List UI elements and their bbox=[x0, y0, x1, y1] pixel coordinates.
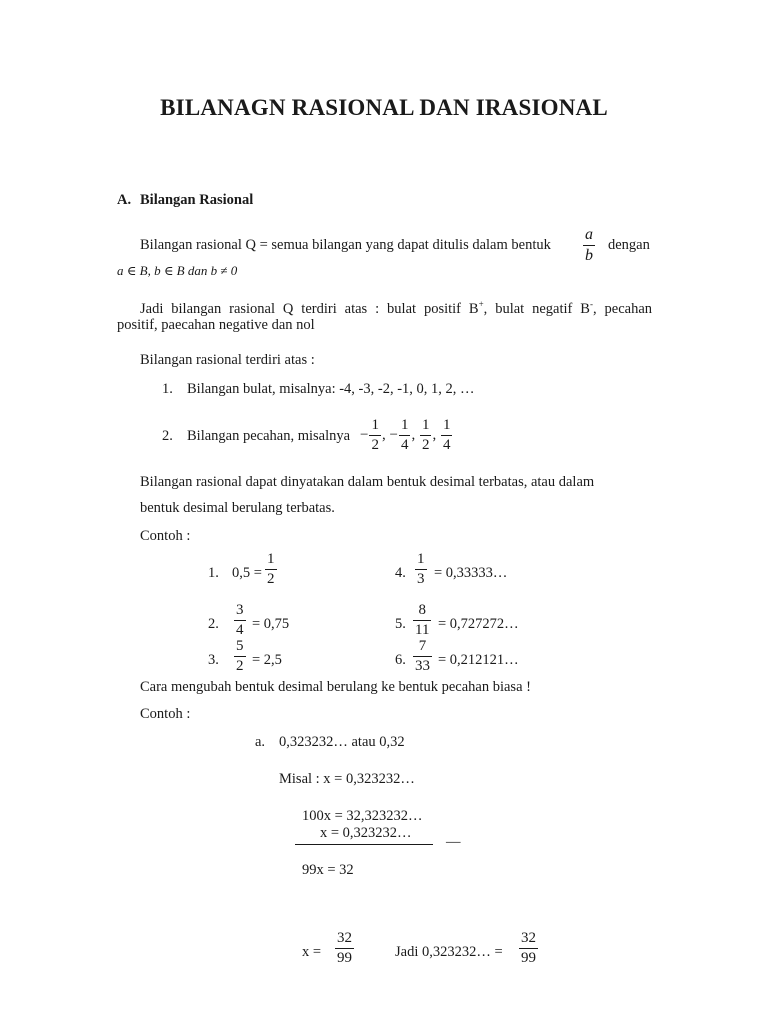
worked-step-2: x = 0,323232… bbox=[320, 825, 412, 841]
definition-condition: a ∈ B, b ∈ B dan b ≠ 0 bbox=[117, 263, 238, 278]
fraction-bar bbox=[335, 948, 354, 949]
example-4-number: 4. bbox=[395, 565, 406, 581]
example-2-fraction bbox=[233, 603, 247, 638]
example-1-number: 1. bbox=[208, 565, 219, 581]
fraction-bar bbox=[413, 620, 431, 621]
example-6-number: 6. bbox=[395, 652, 406, 668]
worked-x-equals: x = bbox=[302, 944, 322, 960]
fraction-denominator: 2 bbox=[236, 658, 244, 674]
section-heading: Bilangan Rasional bbox=[140, 192, 254, 208]
example-1-fraction bbox=[264, 552, 278, 587]
contoh-label-1: Contoh : bbox=[140, 528, 191, 544]
document-title: BILANAGN RASIONAL DAN IRASIONAL bbox=[160, 95, 608, 120]
fraction-denominator: 3 bbox=[417, 571, 425, 587]
list-item-2-number: 2. bbox=[162, 428, 173, 444]
fraction-bar bbox=[265, 569, 277, 570]
fraction-numerator: 1 bbox=[400, 417, 409, 433]
fraction-sign: − bbox=[389, 426, 398, 443]
example-6-fraction bbox=[412, 639, 433, 674]
fraction-numerator: 32 bbox=[337, 930, 352, 946]
example-5-rhs: = 0,727272… bbox=[438, 616, 519, 632]
fraction-denominator: 33 bbox=[415, 658, 430, 674]
fraction-sign: − bbox=[360, 426, 369, 443]
fraction-numerator: a bbox=[585, 226, 593, 243]
fraction-numerator: 5 bbox=[236, 638, 244, 654]
section-marker: A. bbox=[117, 192, 132, 208]
fraction-separator: , bbox=[432, 426, 437, 443]
fraction-examples bbox=[360, 418, 453, 453]
definition-text: Bilangan rasional Q = semua bilangan yang dapat ditulis dalam bentuk bbox=[140, 237, 551, 253]
fraction-numerator: 7 bbox=[418, 638, 427, 654]
fraction-numerator: 1 bbox=[371, 417, 379, 433]
fraction-bar bbox=[441, 435, 453, 436]
fraction-separator: , bbox=[411, 426, 416, 443]
fraction-denominator: 4 bbox=[400, 437, 409, 453]
fraction-bar bbox=[583, 245, 595, 246]
example-3-number: 3. bbox=[208, 652, 219, 668]
fraction-denominator: 4 bbox=[442, 437, 451, 453]
composition-part3: , pecahan bbox=[592, 300, 652, 317]
fraction-bar bbox=[234, 656, 246, 657]
example-2-rhs: = 0,75 bbox=[252, 616, 290, 632]
example-3-fraction bbox=[233, 639, 247, 674]
list-item-1-number: 1. bbox=[162, 381, 173, 397]
list-intro: Bilangan rasional terdiri atas : bbox=[140, 352, 315, 368]
example-4-rhs: = 0,33333… bbox=[434, 565, 508, 581]
example-5-fraction bbox=[412, 603, 432, 638]
composition-line2: positif, paecahan negative dan nol bbox=[117, 317, 315, 333]
sup-minus: - bbox=[589, 299, 593, 309]
sup-plus: + bbox=[478, 299, 484, 309]
fraction-denominator: b bbox=[585, 247, 593, 264]
definition-fraction bbox=[582, 227, 596, 264]
worked-result: 99x = 32 bbox=[302, 862, 354, 878]
contoh-label-2: Contoh : bbox=[140, 706, 191, 722]
subtraction-sign: — bbox=[446, 834, 461, 850]
decimal-text-line2: bentuk desimal berulang terbatas. bbox=[140, 500, 335, 516]
worked-conclusion: Jadi 0,323232… = bbox=[395, 944, 503, 960]
fraction-bar bbox=[234, 620, 246, 621]
composition-part1: Jadi bilangan rasional Q terdiri atas : bulat positif B bbox=[140, 300, 479, 317]
definition-after: dengan bbox=[608, 237, 650, 253]
worked-x-fraction bbox=[334, 931, 355, 966]
fraction-numerator: 8 bbox=[418, 602, 426, 618]
list-item-2-text: Bilangan pecahan, misalnya bbox=[187, 428, 351, 444]
worked-marker: a. bbox=[255, 734, 266, 750]
fraction-bar bbox=[413, 656, 432, 657]
fraction-denominator: 4 bbox=[236, 622, 244, 638]
fraction-numerator: 3 bbox=[236, 602, 244, 618]
composition-part2: , bulat negatif B bbox=[483, 300, 590, 317]
composition-text bbox=[140, 299, 652, 318]
example-5-number: 5. bbox=[395, 616, 406, 632]
decimal-text-line1: Bilangan rasional dapat dinyatakan dalam bentuk desimal terbatas, atau dalam bbox=[140, 474, 595, 490]
fraction-bar bbox=[369, 435, 381, 436]
list-item-1-text: Bilangan bulat, misalnya: -4, -3, -2, -1, 0, 1, 2, … bbox=[187, 381, 475, 397]
fraction-numerator: 1 bbox=[417, 551, 425, 567]
fraction-denominator: 99 bbox=[337, 950, 352, 966]
example-2-number: 2. bbox=[208, 616, 219, 632]
fraction-bar bbox=[519, 948, 538, 949]
example-6-rhs: = 0,212121… bbox=[438, 652, 519, 668]
worked-problem: 0,323232… atau 0,32 bbox=[279, 734, 405, 750]
fraction-denominator: 99 bbox=[521, 950, 536, 966]
fraction-bar bbox=[420, 435, 432, 436]
subtraction-line bbox=[295, 844, 433, 845]
fraction-denominator: 2 bbox=[267, 571, 275, 587]
example-1-lhs: 0,5 = bbox=[232, 565, 262, 581]
example-3-rhs: = 2,5 bbox=[252, 652, 282, 668]
fraction-bar bbox=[399, 435, 411, 436]
fraction-numerator: 1 bbox=[421, 417, 430, 433]
fraction-bar bbox=[415, 569, 427, 570]
worked-conclusion-fraction bbox=[518, 931, 539, 966]
fraction-numerator: 32 bbox=[521, 930, 536, 946]
fraction-numerator: 1 bbox=[442, 417, 451, 433]
conversion-heading: Cara mengubah bentuk desimal berulang ke bentuk pecahan biasa ! bbox=[140, 679, 531, 695]
example-4-fraction bbox=[414, 552, 428, 587]
fraction-denominator: 11 bbox=[415, 622, 430, 638]
fraction-separator: , bbox=[381, 426, 386, 443]
fraction-numerator: 1 bbox=[267, 551, 275, 567]
worked-step-1: 100x = 32,323232… bbox=[302, 808, 423, 824]
fraction-denominator: 2 bbox=[371, 437, 379, 453]
fraction-denominator: 2 bbox=[421, 437, 430, 453]
worked-misal: Misal : x = 0,323232… bbox=[279, 771, 415, 787]
